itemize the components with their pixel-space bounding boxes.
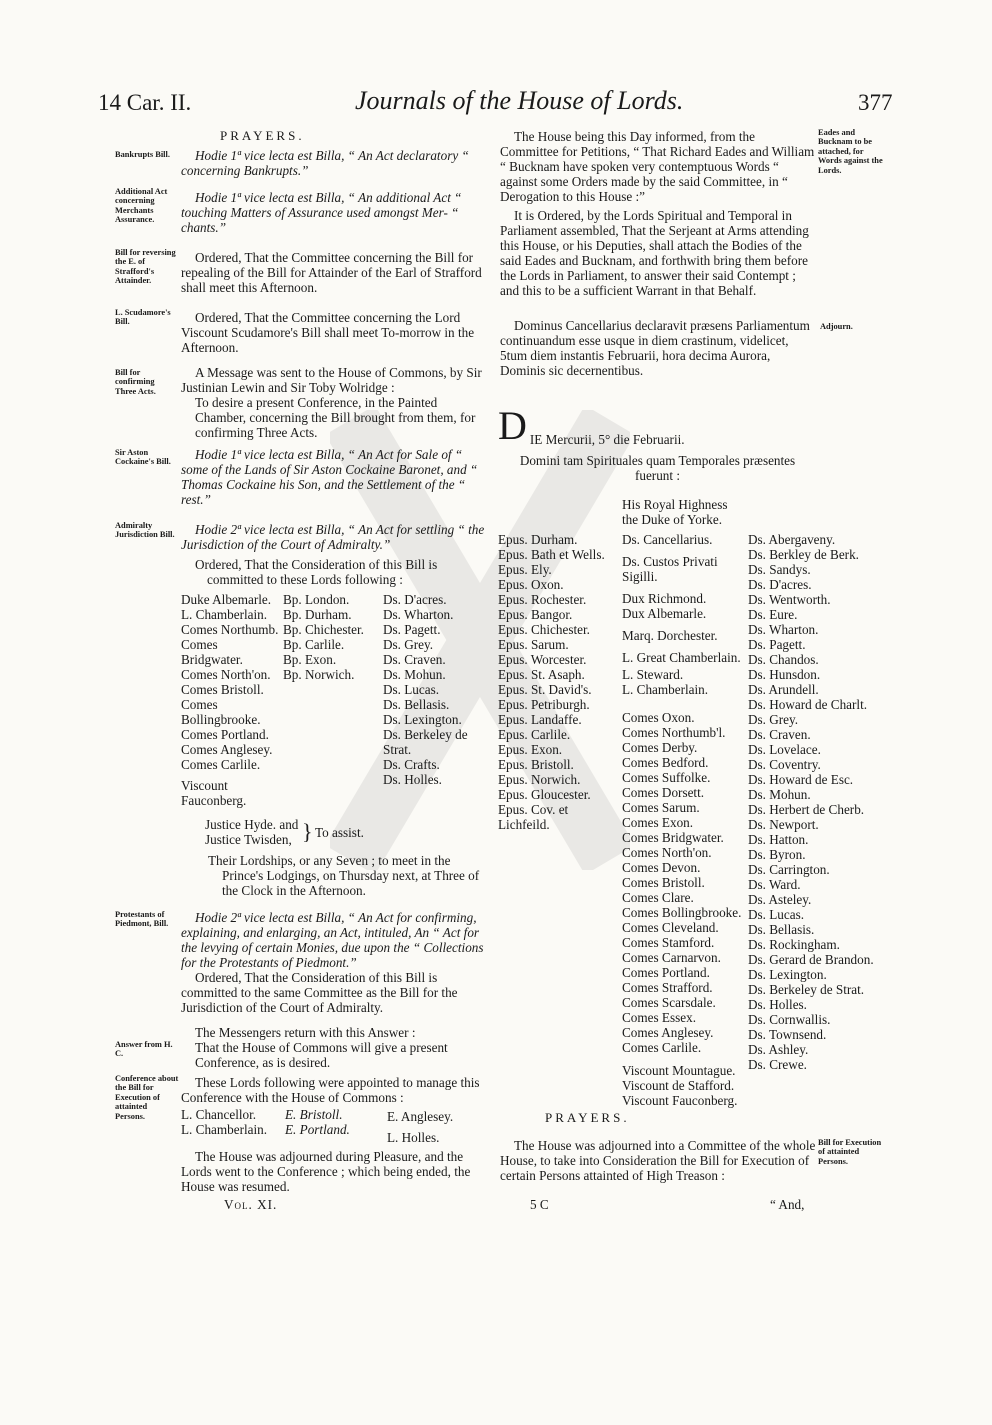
committee-member: Comes North'on. bbox=[181, 667, 271, 682]
officer: L. Chamberlain. bbox=[622, 682, 709, 697]
managers-col1 bbox=[181, 1107, 281, 1137]
manager: E. Portland. bbox=[285, 1122, 350, 1137]
bishop: Epus. St. Asaph. bbox=[498, 667, 585, 682]
comes: Comes Bristoll. bbox=[622, 875, 705, 890]
comes: Comes Sarum. bbox=[622, 800, 700, 815]
margin-strafford: Bill for reversing the E. of Strafford's Attainder. bbox=[115, 248, 176, 286]
comes: Comes Devon. bbox=[622, 860, 701, 875]
entry-cockaine bbox=[181, 447, 489, 507]
comes: Comes Carlile. bbox=[622, 1040, 702, 1055]
comes: Comes Suffolke. bbox=[622, 770, 711, 785]
bishop: Epus. St. David's. bbox=[498, 682, 592, 697]
baron: Ds. Ashley. bbox=[748, 1042, 809, 1057]
committee-member: Bp. Durham. bbox=[283, 607, 352, 622]
entry-strafford bbox=[181, 250, 489, 295]
manager: L. Chancellor. bbox=[181, 1107, 257, 1122]
committee-member: Ds. Wharton. bbox=[383, 607, 454, 622]
bishop: Epus. Petriburgh. bbox=[498, 697, 590, 712]
officer: Dux Albemarle. bbox=[622, 606, 707, 621]
entry-adjourned-text: The House was adjourned during Pleasure, and the Lords went to the Conference ; which being ended, the House was resumed. bbox=[181, 1149, 471, 1194]
margin-piedmont: Protestants of Piedmont, Bill. bbox=[115, 910, 169, 929]
baron: Ds. Lucas. bbox=[748, 907, 805, 922]
officer: Marq. Dorchester. bbox=[622, 628, 718, 643]
left-prayers-heading: PRAYERS. bbox=[220, 128, 305, 143]
justices bbox=[205, 817, 315, 847]
baron: Ds. Ward. bbox=[748, 877, 801, 892]
committee-col1 bbox=[181, 592, 281, 808]
comes: Comes Bridgwater. bbox=[622, 830, 724, 845]
entry-assurance-text: Hodie 1ª vice lecta est Billa, “ An additional Act “ touching Matters of Assurance used amongst Mer- “ chants.” bbox=[181, 190, 462, 235]
bishop: Epus. Bath et Wells. bbox=[498, 547, 605, 562]
comites-list bbox=[622, 710, 746, 1108]
comes: Comes Scarsdale. bbox=[622, 995, 716, 1010]
entry-confirming bbox=[181, 365, 489, 440]
bishop: Epus. Exon. bbox=[498, 742, 563, 757]
committee-member: Comes Northumb. bbox=[181, 622, 279, 637]
baron: Ds. Lexington. bbox=[748, 967, 827, 982]
baron: Ds. Holles. bbox=[748, 997, 807, 1012]
baron: Ds. Cornwallis. bbox=[748, 1012, 831, 1027]
margin-eades: Eades and Bucknam to be attached, for Words against the Lords. bbox=[818, 128, 883, 175]
baron: Ds. Newport. bbox=[748, 817, 819, 832]
committee-member: Comes Bristoll. bbox=[181, 682, 264, 697]
margin-admiralty: Admiralty Jurisdiction Bill. bbox=[115, 521, 175, 540]
signature-mark: 5 C bbox=[530, 1197, 549, 1212]
entry-conference bbox=[181, 1075, 489, 1105]
bishop: Epus. Carlile. bbox=[498, 727, 571, 742]
entry-piedmont-ordered: Ordered, That the Consideration of this Bill is committed to the same Committee as the Bill for the Jurisdiction of the Court of Admiralty. bbox=[181, 970, 458, 1015]
catchword: “ And, bbox=[770, 1197, 805, 1212]
committee-member: Ds. Lexington. bbox=[383, 712, 462, 727]
margin-adjourn: Adjourn. bbox=[820, 322, 853, 331]
bishop: Epus. Durham. bbox=[498, 532, 578, 547]
bishop: Epus. Rochester. bbox=[498, 592, 587, 607]
comes: Comes Stamford. bbox=[622, 935, 715, 950]
baron: Ds. Mohun. bbox=[748, 787, 811, 802]
baron: Ds. Pagett. bbox=[748, 637, 806, 652]
brace-glyph: } bbox=[302, 819, 313, 844]
baron: Ds. Lovelace. bbox=[748, 742, 821, 757]
lordships-note bbox=[208, 853, 489, 898]
baron: Ds. Hunsdon. bbox=[748, 667, 821, 682]
comes: Comes Carnarvon. bbox=[622, 950, 721, 965]
officers-list bbox=[622, 532, 744, 697]
royal-line: His Royal Highness bbox=[622, 497, 728, 512]
viscount: Viscount Mountague. bbox=[622, 1063, 736, 1078]
bishop: Epus. Landaffe. bbox=[498, 712, 582, 727]
committee-member: Ds. Bellasis. bbox=[383, 697, 450, 712]
day-heading-text: IE Mercurii, 5° die Februarii. bbox=[529, 432, 685, 447]
entry-answer bbox=[195, 1040, 490, 1070]
comes: Comes Portland. bbox=[622, 965, 710, 980]
viscount: Viscount de Stafford. bbox=[622, 1078, 735, 1093]
royal-line: the Duke of Yorke. bbox=[622, 512, 722, 527]
officer: L. Steward. bbox=[622, 667, 684, 682]
baron: Ds. Crewe. bbox=[748, 1057, 807, 1072]
comes: Comes Oxon. bbox=[622, 710, 695, 725]
entry-adjourned bbox=[181, 1149, 489, 1194]
committee-member: L. Chamberlain. bbox=[181, 607, 268, 622]
baron: Ds. Wentworth. bbox=[748, 592, 831, 607]
entry-piedmont-text: Hodie 2ª vice lecta est Billa, “ An Act for confirming, explaining, and enlarging, an Act, intituled, An “ Act for the levying of certain Monies, due upon the “ Collections for the Protestants of Piedmont.” bbox=[181, 910, 484, 970]
domini-heading: Domini tam Spirituales quam Temporales præsentes fuerunt : bbox=[519, 453, 796, 483]
committee-member: Ds. Grey. bbox=[383, 637, 434, 652]
entry-piedmont bbox=[181, 910, 489, 1015]
barons-list bbox=[748, 532, 888, 1072]
comes: Comes Essex. bbox=[622, 1010, 696, 1025]
baron: Ds. Herbert de Cherb. bbox=[748, 802, 865, 817]
header-page-number: 377 bbox=[858, 90, 893, 115]
baron: Ds. Gerard de Brandon. bbox=[748, 952, 874, 967]
committee-col3 bbox=[383, 592, 483, 787]
baron: Ds. Arundell. bbox=[748, 682, 819, 697]
baron: Ds. Sandys. bbox=[748, 562, 811, 577]
committee-member: Bp. Chichester. bbox=[283, 622, 364, 637]
entry-bankrupts bbox=[181, 148, 489, 178]
baron: Ds. Townsend. bbox=[748, 1027, 827, 1042]
entry-execution bbox=[500, 1138, 816, 1183]
baron: Ds. Wharton. bbox=[748, 622, 819, 637]
comes: Comes Derby. bbox=[622, 740, 698, 755]
baron: Ds. D'acres. bbox=[748, 577, 812, 592]
bishop: Epus. Gloucester. bbox=[498, 787, 591, 802]
entry-confirming-text2: To desire a present Conference, in the Painted Chamber, concerning the Bill brought from them, for confirming Three Acts. bbox=[195, 395, 476, 440]
comes: Comes Dorsett. bbox=[622, 785, 705, 800]
margin-assurance: Additional Act concerning Merchants Assurance. bbox=[115, 187, 168, 225]
entry-conference-text: These Lords following were appointed to manage this Conference with the House of Commons : bbox=[181, 1075, 480, 1105]
manager: L. Holles. bbox=[387, 1130, 440, 1145]
baron: Ds. Byron. bbox=[748, 847, 806, 862]
baron: Ds. Asteley. bbox=[748, 892, 812, 907]
committee-member: Comes Carlile. bbox=[181, 757, 261, 772]
margin-scudamore: L. Scudamore's Bill. bbox=[115, 308, 171, 327]
justice-hyde: Justice Hyde. and bbox=[205, 817, 299, 832]
baron: Ds. Carrington. bbox=[748, 862, 830, 877]
baron: Ds. Abergaveny. bbox=[748, 532, 836, 547]
entry-answer-text: That the House of Commons will give a present Conference, as is desired. bbox=[195, 1040, 448, 1070]
baron: Ds. Howard de Esc. bbox=[748, 772, 854, 787]
committee-member: Bp. Exon. bbox=[283, 652, 337, 667]
margin-conference: Conference about the Bill for Execution of attainted Persons. bbox=[115, 1074, 179, 1121]
baron: Ds. Craven. bbox=[748, 727, 811, 742]
committee-member: Comes Anglesey. bbox=[181, 742, 273, 757]
entry-eades-text: The House being this Day informed, from the Committee for Petitions, “ That Richard Eades and William “ Bucknam have spoken very contemptuous Words “ against some Orders made by the said Committee, in “ Derogation to this House :” bbox=[500, 129, 815, 204]
bishops-list bbox=[498, 532, 623, 832]
header-title bbox=[355, 86, 683, 116]
margin-execution: Bill for Execution of attainted Persons. bbox=[818, 1138, 882, 1166]
day-heading bbox=[498, 403, 828, 448]
bishop: Epus. Chichester. bbox=[498, 622, 590, 637]
baron: Ds. Eure. bbox=[748, 607, 798, 622]
entry-execution-text: The House was adjourned into a Committee of the whole House, to take into Consideration the Bill for Execution of certain Persons attainted of High Treason : bbox=[500, 1138, 816, 1183]
entry-assurance bbox=[181, 190, 489, 235]
volume-footer: Vol. XI. bbox=[224, 1197, 278, 1212]
comes: Comes Exon. bbox=[622, 815, 694, 830]
entry-admiralty bbox=[181, 522, 489, 587]
baron: Ds. Howard de Charlt. bbox=[748, 697, 868, 712]
baron: Ds. Hatton. bbox=[748, 832, 809, 847]
entry-scudamore bbox=[181, 310, 489, 355]
entry-strafford-text: Ordered, That the Committee concerning the Bill for repealing of the Bill for Attainder of the Earl of Strafford shall meet this Afternoon. bbox=[181, 250, 482, 295]
comes: Comes North'on. bbox=[622, 845, 712, 860]
committee-member: Ds. Pagett. bbox=[383, 622, 441, 637]
margin-cockaine: Sir Aston Cockaine's Bill. bbox=[115, 448, 171, 467]
committee-member: Ds. Lucas. bbox=[383, 682, 440, 697]
comes: Comes Northumb'l. bbox=[622, 725, 726, 740]
drop-cap: D bbox=[498, 403, 527, 448]
committee-member: Comes Portland. bbox=[181, 727, 269, 742]
baron: Ds. Coventry. bbox=[748, 757, 821, 772]
committee-member: Ds. Berkeley de Strat. bbox=[383, 727, 468, 757]
entry-admiralty-ordered: Ordered, That the Consideration of this Bill is committed to these Lords following : bbox=[195, 557, 438, 587]
officer: Ds. Custos Privati Sigilli. bbox=[622, 554, 718, 584]
margin-answer: Answer from H. C. bbox=[115, 1040, 173, 1059]
justice-twisden: Justice Twisden, bbox=[205, 832, 292, 847]
baron: Ds. Chandos. bbox=[748, 652, 819, 667]
committee-member: Ds. Holles. bbox=[383, 772, 442, 787]
bishop: Epus. Ely. bbox=[498, 562, 552, 577]
entry-admiralty-text: Hodie 2ª vice lecta est Billa, “ An Act for settling “ the Jurisdiction of the Court of Admiralty.” bbox=[181, 522, 485, 552]
officer: Dux Richmond. bbox=[622, 591, 707, 606]
messengers: The Messengers return with this Answer : bbox=[195, 1025, 416, 1040]
bishop: Epus. Worcester. bbox=[498, 652, 587, 667]
comes: Comes Bedford. bbox=[622, 755, 709, 770]
committee-member: Viscount Fauconberg. bbox=[181, 778, 247, 808]
officer: Ds. Cancellarius. bbox=[622, 532, 713, 547]
comes: Comes Cleveland. bbox=[622, 920, 719, 935]
baron: Ds. Berkeley de Strat. bbox=[748, 982, 865, 997]
committee-member: Bp. Carlile. bbox=[283, 637, 345, 652]
margin-confirming: Bill for confirming Three Acts. bbox=[115, 368, 156, 396]
bishop: Epus. Bristoll. bbox=[498, 757, 574, 772]
baron: Ds. Rockingham. bbox=[748, 937, 840, 952]
bishop: Epus. Sarum. bbox=[498, 637, 569, 652]
manager: E. Anglesey. bbox=[387, 1109, 454, 1124]
margin-bankrupts: Bankrupts Bill. bbox=[115, 150, 170, 159]
entry-adjourn bbox=[500, 318, 816, 378]
committee-member: Comes Bridgwater. bbox=[181, 637, 243, 667]
comes: Comes Bollingbrooke. bbox=[622, 905, 742, 920]
entry-confirming-text: A Message was sent to the House of Commons, by Sir Justinian Lewin and Sir Toby Wolridge : bbox=[181, 365, 482, 395]
bishop: Epus. Bangor. bbox=[498, 607, 573, 622]
managers-col3 bbox=[387, 1109, 477, 1145]
entry-scudamore-text: Ordered, That the Committee concerning the Lord Viscount Scudamore's Bill shall meet To-morrow in the Afternoon. bbox=[181, 310, 475, 355]
right-prayers-heading: PRAYERS. bbox=[545, 1110, 630, 1125]
entry-bankrupts-text: Hodie 1ª vice lecta est Billa, “ An Act declaratory “ concerning Bankrupts.” bbox=[181, 148, 469, 178]
committee-member: Ds. Crafts. bbox=[383, 757, 440, 772]
header-title-text: Journals of the House of Lords. bbox=[355, 86, 684, 115]
comes: Comes Anglesey. bbox=[622, 1025, 714, 1040]
committee-member: Comes Bollingbrooke. bbox=[181, 697, 261, 727]
manager: E. Bristoll. bbox=[285, 1107, 343, 1122]
officer: L. Great Chamberlain. bbox=[622, 650, 741, 665]
viscount: Viscount Fauconberg. bbox=[622, 1093, 738, 1108]
committee-member: Ds. D'acres. bbox=[383, 592, 447, 607]
committee-member: Bp. London. bbox=[283, 592, 350, 607]
baron: Ds. Grey. bbox=[748, 712, 799, 727]
bishop: Epus. Norwich. bbox=[498, 772, 581, 787]
committee-member: Duke Albemarle. bbox=[181, 592, 272, 607]
to-assist: To assist. bbox=[315, 825, 364, 840]
bishop: Epus. Oxon. bbox=[498, 577, 564, 592]
committee-col2 bbox=[283, 592, 373, 682]
entry-cockaine-text: Hodie 1ª vice lecta est Billa, “ An Act for Sale of “ some of the Lands of Sir Aston Cockaine Baronet, and “ Thomas Cockaine his Son, and the Settlement of the “ rest.” bbox=[181, 447, 478, 507]
comes: Comes Clare. bbox=[622, 890, 694, 905]
committee-member: Bp. Norwich. bbox=[283, 667, 355, 682]
entry-eades-ordered: It is Ordered, by the Lords Spiritual and Temporal in Parliament assembled, That the Serjeant at Arms attending this House, or his Deputies, shall attach the Bodies of the said Eades and Bucknam, and forthwith bring them before the Lords in Parliament, to answer their said Contempt ; and this to be a sufficient Warrant in that Behalf. bbox=[500, 208, 809, 298]
committee-member: Ds. Craven. bbox=[383, 652, 446, 667]
manager: L. Chamberlain. bbox=[181, 1122, 268, 1137]
baron: Ds. Berkley de Berk. bbox=[748, 547, 859, 562]
lordships-text: Their Lordships, or any Seven ; to meet in the Prince's Lodgings, on Thursday next, at Three of the Clock in the Afternoon. bbox=[208, 853, 480, 898]
entry-adjourn-text: Dominus Cancellarius declaravit præsens Parliamentum continuandum esse usque in diem crastinum, videlicet, 5tum diem instantis Februarii, hora decima Aurora, Dominis sic decernentibus. bbox=[500, 318, 810, 378]
bishop: Epus. Cov. et Lichfeild. bbox=[498, 802, 569, 832]
baron: Ds. Bellasis. bbox=[748, 922, 815, 937]
royal-highness bbox=[622, 497, 752, 527]
comes: Comes Strafford. bbox=[622, 980, 713, 995]
committee-member: Ds. Mohun. bbox=[383, 667, 446, 682]
entry-eades bbox=[500, 129, 816, 298]
managers-col2 bbox=[285, 1107, 375, 1137]
header-regnal-year: 14 Car. II. bbox=[98, 90, 192, 115]
